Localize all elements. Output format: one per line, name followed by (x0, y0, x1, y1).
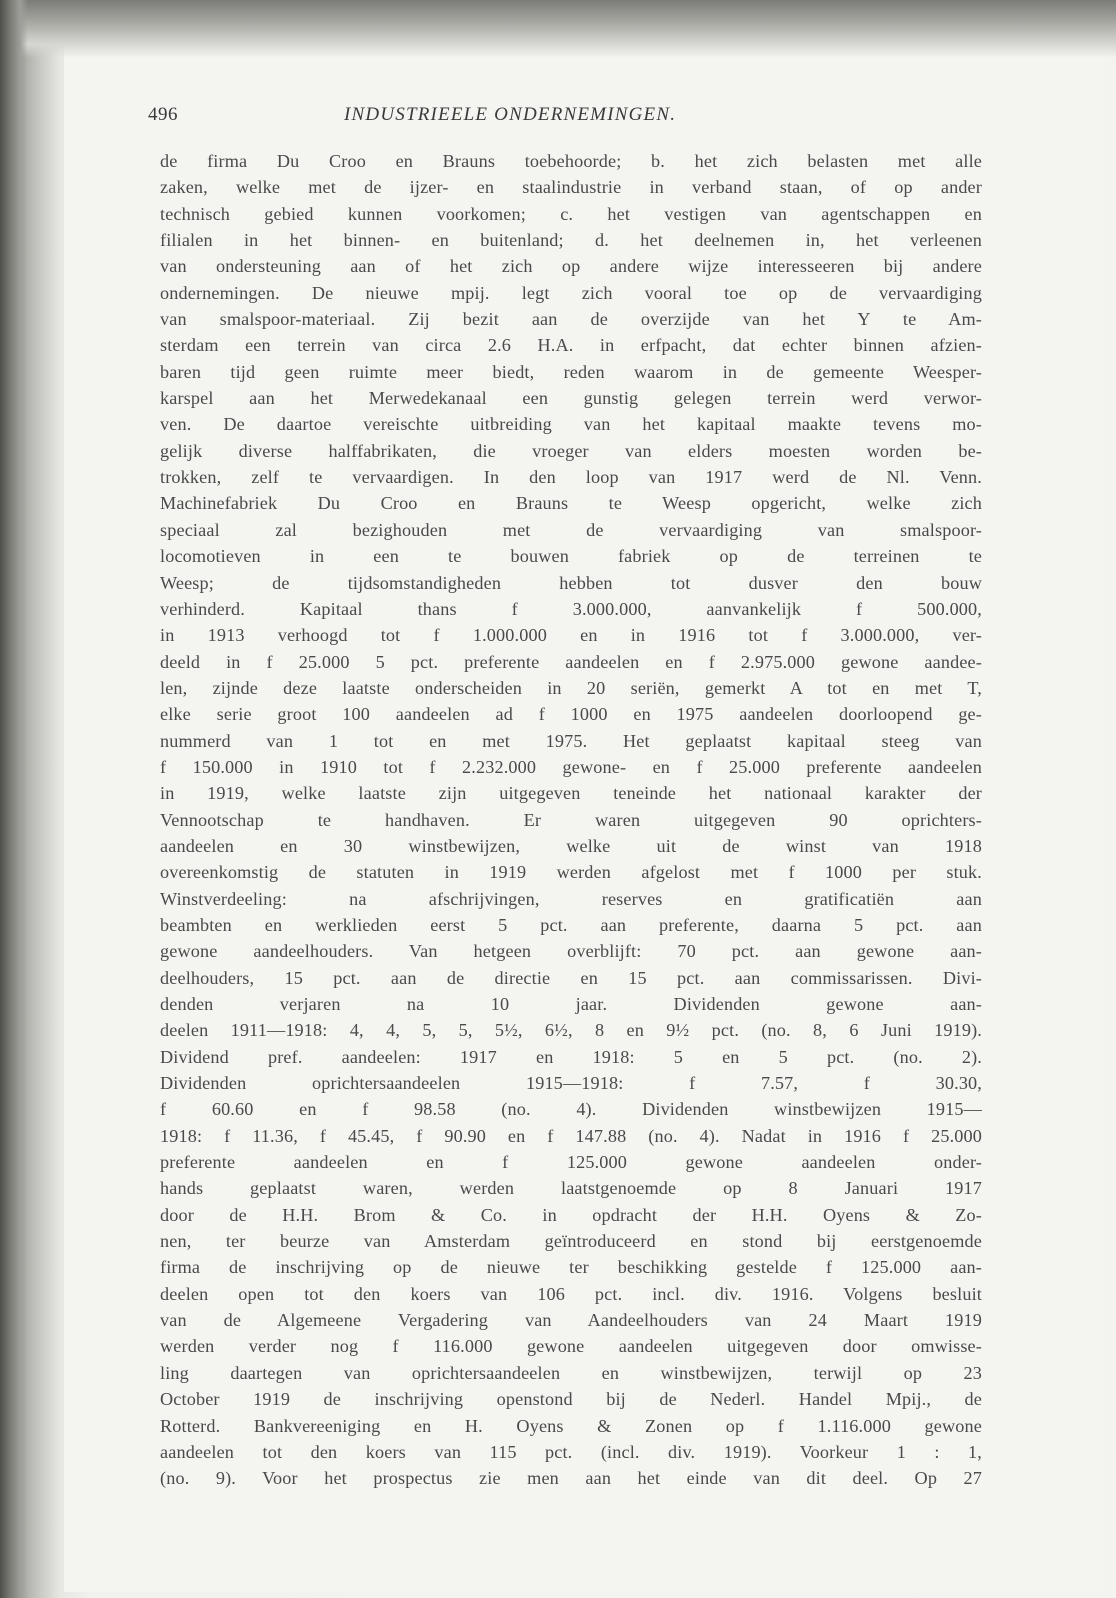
text-line: f 60.60 en f 98.58 (no. 4). Dividenden winstbewijzen 1915— (160, 1099, 982, 1120)
text-line: karspel aan het Merwedekanaal een gunstig gelegen terrein werd verwor- (160, 388, 982, 409)
text-line: in 1919, welke laatste zijn uitgegeven teneinde het nationaal karakter der (160, 783, 982, 804)
text-line: hands geplaatst waren, werden laatstgenoemde op 8 Januari 1917 (160, 1178, 982, 1199)
body-text (160, 148, 982, 1492)
text-line: aandeelen en 30 winstbewijzen, welke uit de winst van 1918 (160, 835, 982, 856)
text-line: werden verder nog f 116.000 gewone aandeelen uitgegeven door omwisse- (160, 1336, 982, 1357)
page-header (148, 104, 978, 132)
text-line: beambten en werklieden eerst 5 pct. aan preferente, daarna 5 pct. aan (160, 914, 982, 935)
text-line: locomotieven in een te bouwen fabriek op de terreinen te (160, 546, 982, 567)
text-line: Vennootschap te handhaven. Er waren uitgegeven 90 oprichters- (160, 809, 982, 830)
text-line: deeld in f 25.000 5 pct. preferente aandeelen en f 2.975.000 gewone aandee- (160, 651, 982, 672)
text-line: door de H.H. Brom & Co. in opdracht der H.H. Oyens & Zo- (160, 1204, 982, 1225)
text-line: ling daartegen van oprichtersaandeelen en winstbewijzen, terwijl op 23 (160, 1362, 982, 1383)
text-line: de firma Du Croo en Brauns toebehoorde; b. het zich belasten met alle (160, 151, 982, 171)
text-line: firma de inschrijving op de nieuwe ter beschikking gestelde f 125.000 aan- (160, 1257, 982, 1278)
text-line: (no. 9). Voor het prospectus zie men aan het einde van dit deel. Op 27 (160, 1468, 982, 1489)
text-line: deelen open tot den koers van 106 pct. incl. div. 1916. Volgens besluit (160, 1283, 982, 1304)
text-line: in 1913 verhoogd tot f 1.000.000 en in 1916 tot f 3.000.000, ver- (160, 625, 982, 646)
text-line: deelhouders, 15 pct. aan de directie en 15 pct. aan commissarissen. Divi- (160, 967, 982, 988)
text-line: Dividend pref. aandeelen: 1917 en 1918: 5 en 5 pct. (no. 2). (160, 1046, 982, 1067)
page-number: 496 (148, 104, 178, 125)
running-title: INDUSTRIEELE ONDERNEMINGEN. (344, 104, 677, 125)
text-line: van de Algemeene Vergadering van Aandeelhouders van 24 Maart 1919 (160, 1310, 982, 1331)
text-line: gelijk diverse halffabrikaten, die vroeger van elders moesten worden be- (160, 440, 982, 461)
text-line: preferente aandeelen en f 125.000 gewone aandeelen onder- (160, 1152, 982, 1173)
text-line: Weesp; de tijdsomstandigheden hebben tot dusver den bouw (160, 572, 982, 593)
text-line: October 1919 de inschrijving openstond bij de Nederl. Handel Mpij., de (160, 1389, 982, 1410)
text-line: Dividenden oprichtersaandeelen 1915—1918: f 7.57, f 30.30, (160, 1073, 982, 1094)
text-line: 1918: f 11.36, f 45.45, f 90.90 en f 147.88 (no. 4). Nadat in 1916 f 25.000 (160, 1125, 982, 1146)
book-binding-edge (0, 0, 28, 1598)
text-line: len, zijnde deze laatste onderscheiden in 20 seriën, gemerkt A tot en met T, (160, 677, 982, 698)
text-line: nen, ter beurze van Amsterdam geïntroduceerd en stond bij eerstgenoemde (160, 1231, 982, 1252)
text-line: speciaal zal bezighouden met de vervaardiging van smalspoor- (160, 519, 982, 540)
text-line: overeenkomstig de statuten in 1919 werden afgelost met f 1000 per stuk. (160, 862, 982, 883)
text-line: van ondersteuning aan of het zich op andere wijze interesseeren bij andere (160, 256, 982, 277)
text-line: technisch gebied kunnen voorkomen; c. het vestigen van agentschappen en (160, 203, 982, 224)
text-line: van smalspoor-materiaal. Zij bezit aan de overzijde van het Y te Am- (160, 309, 982, 330)
text-line: Winstverdeeling: na afschrijvingen, reserves en gratificatiën aan (160, 888, 982, 909)
text-line: ven. De daartoe vereischte uitbreiding van het kapitaal maakte tevens mo- (160, 414, 982, 435)
text-line: Machinefabriek Du Croo en Brauns te Weesp opgericht, welke zich (160, 493, 982, 514)
text-line: deelen 1911—1918: 4, 4, 5, 5, 5½, 6½, 8 en 9½ pct. (no. 8, 6 Juni 1919). (160, 1020, 982, 1041)
text-line: denden verjaren na 10 jaar. Dividenden gewone aan- (160, 994, 982, 1014)
text-line: trokken, zelf te vervaardigen. In den loop van 1917 werd de Nl. Venn. (160, 467, 982, 488)
text-line: baren tijd geen ruimte meer biedt, reden waarom in de gemeente Weesper- (160, 361, 982, 382)
text-line: verhinderd. Kapitaal thans f 3.000.000, aanvankelijk f 500.000, (160, 598, 982, 619)
text-line: ondernemingen. De nieuwe mpij. legt zich vooral toe op de vervaardiging (160, 282, 982, 303)
text-line: filialen in het binnen- en buitenland; d. het deelnemen in, het verleenen (160, 230, 982, 251)
text-line: gewone aandeelhouders. Van hetgeen overblijft: 70 pct. aan gewone aan- (160, 941, 982, 962)
text-line: Rotterd. Bankvereeniging en H. Oyens & Zonen op f 1.116.000 gewone (160, 1415, 982, 1436)
text-line: elke serie groot 100 aandeelen ad f 1000 en 1975 aandeelen doorloopend ge- (160, 704, 982, 725)
text-line: nummerd van 1 tot en met 1975. Het geplaatst kapitaal steeg van (160, 730, 982, 751)
text-line: sterdam een terrein van circa 2.6 H.A. in erfpacht, dat echter binnen afzien- (160, 335, 982, 356)
top-edge-shadow (0, 0, 1116, 58)
text-line: f 150.000 in 1910 tot f 2.232.000 gewone- en f 25.000 preferente aandeelen (160, 756, 982, 777)
text-line: aandeelen tot den koers van 115 pct. (incl. div. 1919). Voorkeur 1 : 1, (160, 1441, 982, 1462)
text-line: zaken, welke met de ijzer- en staalindustrie in verband staan, of op ander (160, 177, 982, 198)
